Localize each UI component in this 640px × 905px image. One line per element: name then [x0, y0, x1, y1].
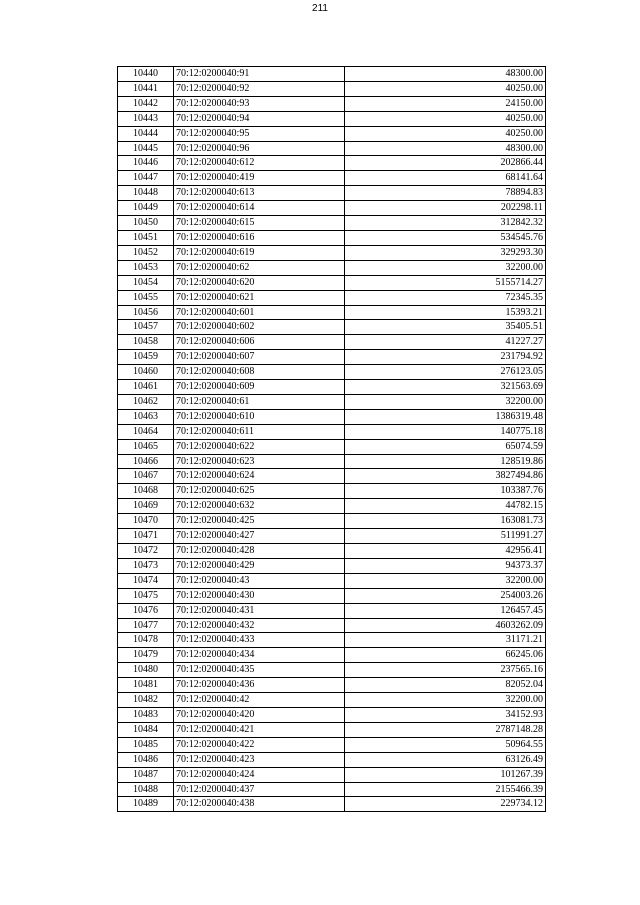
cadastral-value-cell: 312842.32 [345, 216, 546, 231]
cadastral-value-cell: 237565.16 [345, 663, 546, 678]
cadastral-value-cell: 32200.00 [345, 260, 546, 275]
cadastral-value-cell: 2155466.39 [345, 782, 546, 797]
row-number-cell: 10473 [118, 558, 174, 573]
row-number-cell: 10478 [118, 633, 174, 648]
cadastral-value-cell: 229734.12 [345, 797, 546, 812]
table-row [118, 305, 546, 320]
cadastral-value-cell: 276123.05 [345, 365, 546, 380]
table-row [118, 529, 546, 544]
cadastral-number-cell: 70:12:0200040:61 [174, 394, 345, 409]
row-number-cell: 10469 [118, 499, 174, 514]
cadastral-value-cell: 254003.26 [345, 588, 546, 603]
cadastral-number-cell: 70:12:0200040:611 [174, 424, 345, 439]
cadastral-number-cell: 70:12:0200040:62 [174, 260, 345, 275]
table-row [118, 752, 546, 767]
row-number-cell: 10472 [118, 544, 174, 559]
table-row [118, 380, 546, 395]
cadastral-number-cell: 70:12:0200040:606 [174, 335, 345, 350]
page-number: 211 [312, 3, 328, 14]
cadastral-value-cell: 34152.93 [345, 707, 546, 722]
cadastral-value-cell: 72345.35 [345, 290, 546, 305]
cadastral-number-cell: 70:12:0200040:427 [174, 529, 345, 544]
row-number-cell: 10487 [118, 767, 174, 782]
row-number-cell: 10450 [118, 216, 174, 231]
cadastral-number-cell: 70:12:0200040:429 [174, 558, 345, 573]
row-number-cell: 10476 [118, 603, 174, 618]
table-row [118, 216, 546, 231]
row-number-cell: 10457 [118, 320, 174, 335]
table-row [118, 618, 546, 633]
row-number-cell: 10468 [118, 484, 174, 499]
table-row [118, 290, 546, 305]
table-row [118, 201, 546, 216]
row-number-cell: 10453 [118, 260, 174, 275]
cadastral-value-cell: 82052.04 [345, 678, 546, 693]
row-number-cell: 10475 [118, 588, 174, 603]
row-number-cell: 10477 [118, 618, 174, 633]
cadastral-value-cell: 66245.06 [345, 648, 546, 663]
cadastral-value-cell: 44782.15 [345, 499, 546, 514]
cadastral-number-cell: 70:12:0200040:96 [174, 141, 345, 156]
row-number-cell: 10460 [118, 365, 174, 380]
table-row [118, 633, 546, 648]
cadastral-number-cell: 70:12:0200040:420 [174, 707, 345, 722]
table-row [118, 409, 546, 424]
row-number-cell: 10467 [118, 469, 174, 484]
row-number-cell: 10466 [118, 454, 174, 469]
row-number-cell: 10464 [118, 424, 174, 439]
table-row [118, 260, 546, 275]
cadastral-number-cell: 70:12:0200040:615 [174, 216, 345, 231]
cadastral-number-cell: 70:12:0200040:619 [174, 245, 345, 260]
cadastral-number-cell: 70:12:0200040:93 [174, 96, 345, 111]
cadastral-number-cell: 70:12:0200040:92 [174, 81, 345, 96]
row-number-cell: 10480 [118, 663, 174, 678]
cadastral-value-table [117, 66, 546, 812]
row-number-cell: 10446 [118, 156, 174, 171]
table-row [118, 230, 546, 245]
cadastral-value-cell: 48300.00 [345, 67, 546, 82]
cadastral-value-cell: 103387.76 [345, 484, 546, 499]
table-row [118, 648, 546, 663]
row-number-cell: 10465 [118, 439, 174, 454]
table-row [118, 245, 546, 260]
cadastral-value-cell: 140775.18 [345, 424, 546, 439]
row-number-cell: 10471 [118, 529, 174, 544]
cadastral-number-cell: 70:12:0200040:431 [174, 603, 345, 618]
cadastral-value-cell: 32200.00 [345, 693, 546, 708]
table-row [118, 499, 546, 514]
row-number-cell: 10486 [118, 752, 174, 767]
row-number-cell: 10458 [118, 335, 174, 350]
cadastral-number-cell: 70:12:0200040:623 [174, 454, 345, 469]
table-row [118, 797, 546, 812]
cadastral-value-cell: 5155714.27 [345, 275, 546, 290]
cadastral-number-cell: 70:12:0200040:91 [174, 67, 345, 82]
cadastral-number-cell: 70:12:0200040:620 [174, 275, 345, 290]
cadastral-value-cell: 128519.86 [345, 454, 546, 469]
cadastral-number-cell: 70:12:0200040:43 [174, 573, 345, 588]
cadastral-value-cell: 3827494.86 [345, 469, 546, 484]
cadastral-number-cell: 70:12:0200040:616 [174, 230, 345, 245]
cadastral-value-cell: 42956.41 [345, 544, 546, 559]
cadastral-number-cell: 70:12:0200040:610 [174, 409, 345, 424]
table-row [118, 663, 546, 678]
cadastral-value-cell: 321563.69 [345, 380, 546, 395]
cadastral-value-cell: 202866.44 [345, 156, 546, 171]
cadastral-value-cell: 31171.21 [345, 633, 546, 648]
row-number-cell: 10456 [118, 305, 174, 320]
cadastral-value-cell: 48300.00 [345, 141, 546, 156]
cadastral-value-cell: 231794.92 [345, 350, 546, 365]
cadastral-value-cell: 41227.27 [345, 335, 546, 350]
cadastral-value-cell: 68141.64 [345, 171, 546, 186]
row-number-cell: 10455 [118, 290, 174, 305]
row-number-cell: 10470 [118, 514, 174, 529]
cadastral-number-cell: 70:12:0200040:613 [174, 186, 345, 201]
cadastral-value-cell: 35405.51 [345, 320, 546, 335]
cadastral-number-cell: 70:12:0200040:421 [174, 722, 345, 737]
cadastral-number-cell: 70:12:0200040:609 [174, 380, 345, 395]
table-row [118, 588, 546, 603]
table-row [118, 335, 546, 350]
row-number-cell: 10442 [118, 96, 174, 111]
row-number-cell: 10474 [118, 573, 174, 588]
table-row [118, 693, 546, 708]
table-row [118, 573, 546, 588]
cadastral-number-cell: 70:12:0200040:437 [174, 782, 345, 797]
row-number-cell: 10441 [118, 81, 174, 96]
row-number-cell: 10448 [118, 186, 174, 201]
table-row [118, 514, 546, 529]
cadastral-value-cell: 65074.59 [345, 439, 546, 454]
cadastral-value-cell: 15393.21 [345, 305, 546, 320]
table-row [118, 111, 546, 126]
cadastral-number-cell: 70:12:0200040:42 [174, 693, 345, 708]
table-row [118, 767, 546, 782]
row-number-cell: 10452 [118, 245, 174, 260]
cadastral-number-cell: 70:12:0200040:425 [174, 514, 345, 529]
cadastral-value-cell: 511991.27 [345, 529, 546, 544]
row-number-cell: 10443 [118, 111, 174, 126]
cadastral-number-cell: 70:12:0200040:607 [174, 350, 345, 365]
row-number-cell: 10463 [118, 409, 174, 424]
table-body [118, 67, 546, 812]
table-row [118, 365, 546, 380]
cadastral-value-cell: 329293.30 [345, 245, 546, 260]
table-row [118, 424, 546, 439]
cadastral-value-cell: 32200.00 [345, 394, 546, 409]
cadastral-number-cell: 70:12:0200040:632 [174, 499, 345, 514]
row-number-cell: 10440 [118, 67, 174, 82]
cadastral-value-cell: 94373.37 [345, 558, 546, 573]
row-number-cell: 10479 [118, 648, 174, 663]
row-number-cell: 10482 [118, 693, 174, 708]
cadastral-value-cell: 534545.76 [345, 230, 546, 245]
cadastral-number-cell: 70:12:0200040:602 [174, 320, 345, 335]
cadastral-number-cell: 70:12:0200040:423 [174, 752, 345, 767]
table-row [118, 275, 546, 290]
table-row [118, 484, 546, 499]
table-row [118, 320, 546, 335]
cadastral-value-cell: 40250.00 [345, 126, 546, 141]
table-row [118, 544, 546, 559]
cadastral-number-cell: 70:12:0200040:435 [174, 663, 345, 678]
table-row [118, 678, 546, 693]
table-row [118, 454, 546, 469]
cadastral-value-cell: 4603262.09 [345, 618, 546, 633]
table-row [118, 394, 546, 409]
cadastral-number-cell: 70:12:0200040:94 [174, 111, 345, 126]
cadastral-value-cell: 78894.83 [345, 186, 546, 201]
cadastral-number-cell: 70:12:0200040:436 [174, 678, 345, 693]
table-row [118, 81, 546, 96]
table-row [118, 558, 546, 573]
cadastral-number-cell: 70:12:0200040:624 [174, 469, 345, 484]
row-number-cell: 10488 [118, 782, 174, 797]
row-number-cell: 10454 [118, 275, 174, 290]
table-row [118, 126, 546, 141]
cadastral-number-cell: 70:12:0200040:434 [174, 648, 345, 663]
cadastral-number-cell: 70:12:0200040:433 [174, 633, 345, 648]
table-row [118, 156, 546, 171]
cadastral-number-cell: 70:12:0200040:430 [174, 588, 345, 603]
cadastral-number-cell: 70:12:0200040:625 [174, 484, 345, 499]
table-row [118, 469, 546, 484]
cadastral-number-cell: 70:12:0200040:422 [174, 737, 345, 752]
cadastral-value-cell: 32200.00 [345, 573, 546, 588]
table-row [118, 67, 546, 82]
table-row [118, 603, 546, 618]
cadastral-value-cell: 163081.73 [345, 514, 546, 529]
row-number-cell: 10449 [118, 201, 174, 216]
cadastral-value-cell: 50964.55 [345, 737, 546, 752]
table-row [118, 439, 546, 454]
row-number-cell: 10462 [118, 394, 174, 409]
table-row [118, 141, 546, 156]
row-number-cell: 10459 [118, 350, 174, 365]
cadastral-number-cell: 70:12:0200040:428 [174, 544, 345, 559]
cadastral-number-cell: 70:12:0200040:622 [174, 439, 345, 454]
table-row [118, 707, 546, 722]
table-row [118, 350, 546, 365]
table-row [118, 171, 546, 186]
row-number-cell: 10444 [118, 126, 174, 141]
table-row [118, 96, 546, 111]
cadastral-number-cell: 70:12:0200040:419 [174, 171, 345, 186]
cadastral-value-cell: 2787148.28 [345, 722, 546, 737]
cadastral-value-cell: 24150.00 [345, 96, 546, 111]
cadastral-number-cell: 70:12:0200040:601 [174, 305, 345, 320]
cadastral-value-cell: 202298.11 [345, 201, 546, 216]
cadastral-value-cell: 126457.45 [345, 603, 546, 618]
cadastral-number-cell: 70:12:0200040:424 [174, 767, 345, 782]
cadastral-number-cell: 70:12:0200040:621 [174, 290, 345, 305]
cadastral-value-cell: 101267.39 [345, 767, 546, 782]
table-row [118, 782, 546, 797]
cadastral-number-cell: 70:12:0200040:608 [174, 365, 345, 380]
row-number-cell: 10484 [118, 722, 174, 737]
cadastral-number-cell: 70:12:0200040:432 [174, 618, 345, 633]
row-number-cell: 10447 [118, 171, 174, 186]
row-number-cell: 10461 [118, 380, 174, 395]
cadastral-number-cell: 70:12:0200040:95 [174, 126, 345, 141]
row-number-cell: 10485 [118, 737, 174, 752]
row-number-cell: 10451 [118, 230, 174, 245]
cadastral-number-cell: 70:12:0200040:612 [174, 156, 345, 171]
table-row [118, 722, 546, 737]
row-number-cell: 10481 [118, 678, 174, 693]
cadastral-number-cell: 70:12:0200040:438 [174, 797, 345, 812]
cadastral-value-cell: 40250.00 [345, 111, 546, 126]
row-number-cell: 10483 [118, 707, 174, 722]
cadastral-number-cell: 70:12:0200040:614 [174, 201, 345, 216]
table-row [118, 186, 546, 201]
cadastral-value-cell: 40250.00 [345, 81, 546, 96]
row-number-cell: 10445 [118, 141, 174, 156]
cadastral-value-cell: 63126.49 [345, 752, 546, 767]
cadastral-value-cell: 1386319.48 [345, 409, 546, 424]
table-row [118, 737, 546, 752]
row-number-cell: 10489 [118, 797, 174, 812]
